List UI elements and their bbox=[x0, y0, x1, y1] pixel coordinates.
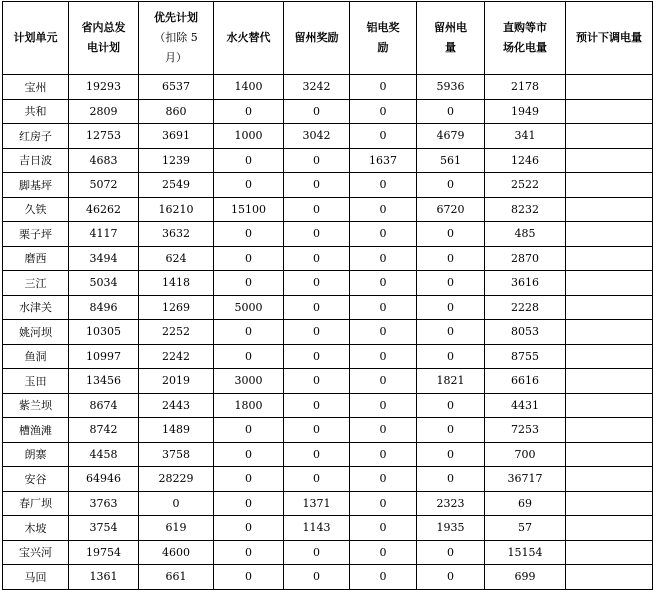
table-cell-priority: 2443 bbox=[139, 393, 214, 418]
table-cell-liuzhou_power: 0 bbox=[417, 222, 485, 247]
column-header-direct_market bbox=[485, 2, 566, 75]
table-cell-direct_market: 699 bbox=[485, 565, 566, 590]
table-cell-aluminum_reward: 0 bbox=[350, 467, 417, 492]
table-cell-hydro_thermal: 0 bbox=[214, 467, 284, 492]
table-cell-total: 4683 bbox=[69, 148, 139, 173]
table-cell-unit: 脚基坪 bbox=[3, 173, 69, 198]
table-cell-liuzhou_reward: 0 bbox=[284, 467, 350, 492]
table-cell-liuzhou_power: 0 bbox=[417, 467, 485, 492]
table-row bbox=[3, 418, 653, 443]
table-cell-aluminum_reward: 0 bbox=[350, 442, 417, 467]
table-cell-direct_market: 69 bbox=[485, 491, 566, 516]
table-cell-unit: 安谷 bbox=[3, 467, 69, 492]
table-cell-aluminum_reward: 0 bbox=[350, 565, 417, 590]
table-row bbox=[3, 222, 653, 247]
column-header-priority bbox=[139, 2, 214, 75]
table-cell-priority: 661 bbox=[139, 565, 214, 590]
table-cell-priority: 6537 bbox=[139, 75, 214, 100]
table-cell-total: 5072 bbox=[69, 173, 139, 198]
table-cell-unit: 紫兰坝 bbox=[3, 393, 69, 418]
table-cell-total: 8674 bbox=[69, 393, 139, 418]
table-cell-unit: 共和 bbox=[3, 99, 69, 124]
table-cell-expected_reduction bbox=[566, 271, 653, 296]
table-cell-direct_market: 8755 bbox=[485, 344, 566, 369]
table-cell-hydro_thermal: 0 bbox=[214, 344, 284, 369]
column-header-line: 直购等市 bbox=[503, 21, 547, 34]
table-cell-direct_market: 485 bbox=[485, 222, 566, 247]
table-row bbox=[3, 246, 653, 271]
table-cell-total: 3754 bbox=[69, 516, 139, 541]
table-cell-priority: 2549 bbox=[139, 173, 214, 198]
table-cell-total: 5034 bbox=[69, 271, 139, 296]
table-cell-expected_reduction bbox=[566, 295, 653, 320]
table-cell-expected_reduction bbox=[566, 222, 653, 247]
column-header-line: （扣除 5 bbox=[154, 31, 198, 44]
table-cell-total: 3494 bbox=[69, 246, 139, 271]
table-cell-liuzhou_power: 0 bbox=[417, 442, 485, 467]
column-header-line: 优先计划 bbox=[154, 11, 198, 24]
table-cell-unit: 槽渔滩 bbox=[3, 418, 69, 443]
table-cell-direct_market: 2870 bbox=[485, 246, 566, 271]
table-cell-hydro_thermal: 0 bbox=[214, 173, 284, 198]
table-cell-priority: 2252 bbox=[139, 320, 214, 345]
table-row bbox=[3, 148, 653, 173]
table-cell-liuzhou_reward: 0 bbox=[284, 99, 350, 124]
table-cell-direct_market: 700 bbox=[485, 442, 566, 467]
table-cell-aluminum_reward: 0 bbox=[350, 320, 417, 345]
table-row bbox=[3, 344, 653, 369]
table-cell-liuzhou_reward: 0 bbox=[284, 344, 350, 369]
table-cell-hydro_thermal: 0 bbox=[214, 148, 284, 173]
column-header-line: 量 bbox=[445, 41, 456, 54]
table-cell-liuzhou_power: 0 bbox=[417, 418, 485, 443]
table-cell-expected_reduction bbox=[566, 540, 653, 565]
table-cell-liuzhou_reward: 1371 bbox=[284, 491, 350, 516]
table-cell-total: 2809 bbox=[69, 99, 139, 124]
column-header-expected_reduction bbox=[566, 2, 653, 75]
table-cell-hydro_thermal: 0 bbox=[214, 565, 284, 590]
table-cell-liuzhou_power: 1935 bbox=[417, 516, 485, 541]
table-cell-liuzhou_reward: 0 bbox=[284, 565, 350, 590]
table-cell-total: 13456 bbox=[69, 369, 139, 394]
table-cell-total: 3763 bbox=[69, 491, 139, 516]
table-cell-priority: 619 bbox=[139, 516, 214, 541]
table-cell-aluminum_reward: 0 bbox=[350, 418, 417, 443]
table-cell-expected_reduction bbox=[566, 516, 653, 541]
table-cell-aluminum_reward: 0 bbox=[350, 173, 417, 198]
table-cell-unit: 玉田 bbox=[3, 369, 69, 394]
column-header-line: 留州奖励 bbox=[294, 31, 339, 44]
table-row bbox=[3, 271, 653, 296]
table-cell-liuzhou_reward: 1143 bbox=[284, 516, 350, 541]
table-cell-priority: 1269 bbox=[139, 295, 214, 320]
table-cell-liuzhou_reward: 0 bbox=[284, 320, 350, 345]
table-cell-expected_reduction bbox=[566, 442, 653, 467]
table-cell-priority: 28229 bbox=[139, 467, 214, 492]
column-header-line: 励 bbox=[377, 41, 389, 54]
header-row bbox=[3, 2, 653, 75]
table-cell-liuzhou_power: 6720 bbox=[417, 197, 485, 222]
table-cell-aluminum_reward: 0 bbox=[350, 393, 417, 418]
table-cell-aluminum_reward: 0 bbox=[350, 222, 417, 247]
table-row bbox=[3, 369, 653, 394]
table-cell-hydro_thermal: 1000 bbox=[214, 124, 284, 149]
table-cell-aluminum_reward: 0 bbox=[350, 540, 417, 565]
table-header bbox=[3, 2, 653, 75]
table-cell-priority: 3758 bbox=[139, 442, 214, 467]
column-header-line: 铝电奖 bbox=[366, 21, 400, 34]
table-cell-aluminum_reward: 0 bbox=[350, 491, 417, 516]
table-row bbox=[3, 99, 653, 124]
table-cell-priority: 3632 bbox=[139, 222, 214, 247]
table-cell-liuzhou_reward: 3242 bbox=[284, 75, 350, 100]
table-row bbox=[3, 540, 653, 565]
column-header-liuzhou_reward bbox=[284, 2, 350, 75]
table-cell-aluminum_reward: 0 bbox=[350, 75, 417, 100]
table-cell-total: 19754 bbox=[69, 540, 139, 565]
table-row bbox=[3, 565, 653, 590]
table-cell-liuzhou_power: 0 bbox=[417, 271, 485, 296]
table-cell-total: 64946 bbox=[69, 467, 139, 492]
table-cell-direct_market: 6616 bbox=[485, 369, 566, 394]
table-cell-hydro_thermal: 0 bbox=[214, 222, 284, 247]
table-cell-liuzhou_reward: 0 bbox=[284, 197, 350, 222]
table-cell-liuzhou_reward: 0 bbox=[284, 295, 350, 320]
table-cell-liuzhou_reward: 3042 bbox=[284, 124, 350, 149]
table-cell-liuzhou_power: 0 bbox=[417, 295, 485, 320]
table-cell-hydro_thermal: 0 bbox=[214, 540, 284, 565]
table-cell-total: 4117 bbox=[69, 222, 139, 247]
table-cell-aluminum_reward: 0 bbox=[350, 344, 417, 369]
table-cell-total: 12753 bbox=[69, 124, 139, 149]
table-row bbox=[3, 75, 653, 100]
table-cell-liuzhou_power: 0 bbox=[417, 173, 485, 198]
table-cell-hydro_thermal: 0 bbox=[214, 418, 284, 443]
table-cell-direct_market: 3616 bbox=[485, 271, 566, 296]
table-cell-direct_market: 36717 bbox=[485, 467, 566, 492]
column-header-line: 省内总发 bbox=[81, 21, 126, 34]
column-header-hydro_thermal bbox=[214, 2, 284, 75]
table-cell-liuzhou_power: 561 bbox=[417, 148, 485, 173]
table-cell-hydro_thermal: 0 bbox=[214, 320, 284, 345]
table-cell-hydro_thermal: 0 bbox=[214, 442, 284, 467]
table-cell-direct_market: 4431 bbox=[485, 393, 566, 418]
table-cell-liuzhou_power: 4679 bbox=[417, 124, 485, 149]
column-header-line: 月） bbox=[165, 51, 187, 64]
table-cell-liuzhou_power: 5936 bbox=[417, 75, 485, 100]
table-cell-hydro_thermal: 0 bbox=[214, 246, 284, 271]
table-cell-priority: 4600 bbox=[139, 540, 214, 565]
table-cell-liuzhou_reward: 0 bbox=[284, 271, 350, 296]
table-cell-expected_reduction bbox=[566, 491, 653, 516]
table-cell-hydro_thermal: 5000 bbox=[214, 295, 284, 320]
table-row bbox=[3, 516, 653, 541]
column-header-line: 计划单元 bbox=[13, 31, 58, 44]
table-cell-total: 46262 bbox=[69, 197, 139, 222]
table-cell-aluminum_reward: 0 bbox=[350, 271, 417, 296]
table-cell-aluminum_reward: 0 bbox=[350, 246, 417, 271]
table-cell-liuzhou_power: 0 bbox=[417, 540, 485, 565]
column-header-line: 留州电 bbox=[434, 21, 467, 34]
table-cell-liuzhou_reward: 0 bbox=[284, 540, 350, 565]
table-cell-direct_market: 2228 bbox=[485, 295, 566, 320]
table-cell-total: 8742 bbox=[69, 418, 139, 443]
table-cell-aluminum_reward: 0 bbox=[350, 197, 417, 222]
table-cell-direct_market: 15154 bbox=[485, 540, 566, 565]
table-cell-expected_reduction bbox=[566, 99, 653, 124]
table-cell-unit: 红房子 bbox=[3, 124, 69, 149]
table-cell-expected_reduction bbox=[566, 124, 653, 149]
table-cell-unit: 春厂坝 bbox=[3, 491, 69, 516]
table-cell-unit: 姚河坝 bbox=[3, 320, 69, 345]
table-cell-total: 8496 bbox=[69, 295, 139, 320]
table-cell-hydro_thermal: 0 bbox=[214, 516, 284, 541]
table-cell-liuzhou_power: 2323 bbox=[417, 491, 485, 516]
table-cell-priority: 16210 bbox=[139, 197, 214, 222]
table-cell-unit: 磨西 bbox=[3, 246, 69, 271]
table-body bbox=[3, 75, 653, 590]
table-cell-aluminum_reward: 0 bbox=[350, 99, 417, 124]
table-cell-liuzhou_power: 0 bbox=[417, 344, 485, 369]
table-cell-liuzhou_power: 0 bbox=[417, 99, 485, 124]
table-cell-aluminum_reward: 0 bbox=[350, 516, 417, 541]
table-row bbox=[3, 197, 653, 222]
table-cell-unit: 宝州 bbox=[3, 75, 69, 100]
table-row bbox=[3, 320, 653, 345]
table-cell-direct_market: 8232 bbox=[485, 197, 566, 222]
table-cell-direct_market: 2178 bbox=[485, 75, 566, 100]
table-cell-priority: 1418 bbox=[139, 271, 214, 296]
table-cell-hydro_thermal: 3000 bbox=[214, 369, 284, 394]
table-cell-hydro_thermal: 0 bbox=[214, 99, 284, 124]
table-cell-unit: 三江 bbox=[3, 271, 69, 296]
table-cell-liuzhou_reward: 0 bbox=[284, 246, 350, 271]
table-cell-unit: 木坡 bbox=[3, 516, 69, 541]
table-cell-unit: 马回 bbox=[3, 565, 69, 590]
table-cell-unit: 栗子坪 bbox=[3, 222, 69, 247]
table-cell-expected_reduction bbox=[566, 148, 653, 173]
table-cell-unit: 水津关 bbox=[3, 295, 69, 320]
table-cell-unit: 宝兴河 bbox=[3, 540, 69, 565]
table-cell-aluminum_reward: 0 bbox=[350, 295, 417, 320]
table-cell-priority: 2242 bbox=[139, 344, 214, 369]
table-cell-expected_reduction bbox=[566, 197, 653, 222]
table-row bbox=[3, 173, 653, 198]
table-cell-priority: 624 bbox=[139, 246, 214, 271]
table-cell-expected_reduction bbox=[566, 173, 653, 198]
column-header-liuzhou_power bbox=[417, 2, 485, 75]
table-cell-priority: 1489 bbox=[139, 418, 214, 443]
table-cell-priority: 2019 bbox=[139, 369, 214, 394]
table-row bbox=[3, 442, 653, 467]
table-cell-liuzhou_reward: 0 bbox=[284, 442, 350, 467]
table-cell-priority: 860 bbox=[139, 99, 214, 124]
table-cell-expected_reduction bbox=[566, 418, 653, 443]
table-cell-priority: 0 bbox=[139, 491, 214, 516]
table-cell-direct_market: 2522 bbox=[485, 173, 566, 198]
column-header-line: 场化电量 bbox=[503, 41, 547, 54]
table-cell-liuzhou_reward: 0 bbox=[284, 173, 350, 198]
column-header-aluminum_reward bbox=[350, 2, 417, 75]
table-cell-hydro_thermal: 1400 bbox=[214, 75, 284, 100]
table-cell-total: 1361 bbox=[69, 565, 139, 590]
table-cell-unit: 朗寨 bbox=[3, 442, 69, 467]
power-plan-table bbox=[2, 1, 653, 590]
table-cell-expected_reduction bbox=[566, 344, 653, 369]
table-cell-liuzhou_power: 0 bbox=[417, 246, 485, 271]
table-cell-liuzhou_power: 0 bbox=[417, 320, 485, 345]
table-cell-direct_market: 341 bbox=[485, 124, 566, 149]
table-cell-hydro_thermal: 1800 bbox=[214, 393, 284, 418]
column-header-unit bbox=[3, 2, 69, 75]
table-cell-unit: 鱼洞 bbox=[3, 344, 69, 369]
table-cell-liuzhou_power: 0 bbox=[417, 393, 485, 418]
table-cell-expected_reduction bbox=[566, 320, 653, 345]
table-cell-liuzhou_reward: 0 bbox=[284, 393, 350, 418]
table-cell-expected_reduction bbox=[566, 565, 653, 590]
column-header-line: 电计划 bbox=[87, 41, 120, 54]
table-cell-liuzhou_reward: 0 bbox=[284, 369, 350, 394]
table-cell-expected_reduction bbox=[566, 75, 653, 100]
table-cell-direct_market: 1246 bbox=[485, 148, 566, 173]
column-header-line: 预计下调电量 bbox=[576, 31, 642, 44]
table-cell-liuzhou_power: 1821 bbox=[417, 369, 485, 394]
table-cell-liuzhou_reward: 0 bbox=[284, 222, 350, 247]
table-cell-direct_market: 8053 bbox=[485, 320, 566, 345]
table-cell-hydro_thermal: 0 bbox=[214, 271, 284, 296]
table-cell-direct_market: 57 bbox=[485, 516, 566, 541]
table-cell-priority: 1239 bbox=[139, 148, 214, 173]
table-cell-direct_market: 1949 bbox=[485, 99, 566, 124]
table-cell-total: 10305 bbox=[69, 320, 139, 345]
table-cell-liuzhou_reward: 0 bbox=[284, 418, 350, 443]
table-cell-hydro_thermal: 0 bbox=[214, 491, 284, 516]
table-row bbox=[3, 491, 653, 516]
table-cell-unit: 久铁 bbox=[3, 197, 69, 222]
table-cell-aluminum_reward: 0 bbox=[350, 369, 417, 394]
table-cell-expected_reduction bbox=[566, 369, 653, 394]
table-cell-aluminum_reward: 0 bbox=[350, 124, 417, 149]
column-header-total bbox=[69, 2, 139, 75]
table-cell-expected_reduction bbox=[566, 467, 653, 492]
table-row bbox=[3, 124, 653, 149]
table-cell-expected_reduction bbox=[566, 246, 653, 271]
table-cell-direct_market: 7253 bbox=[485, 418, 566, 443]
table-cell-hydro_thermal: 15100 bbox=[214, 197, 284, 222]
column-header-line: 水火替代 bbox=[226, 31, 271, 44]
table-row bbox=[3, 295, 653, 320]
table-cell-unit: 吉日波 bbox=[3, 148, 69, 173]
table-cell-total: 19293 bbox=[69, 75, 139, 100]
table-cell-liuzhou_reward: 0 bbox=[284, 148, 350, 173]
table-cell-liuzhou_power: 0 bbox=[417, 565, 485, 590]
table-cell-total: 10997 bbox=[69, 344, 139, 369]
table-cell-priority: 3691 bbox=[139, 124, 214, 149]
table-cell-expected_reduction bbox=[566, 393, 653, 418]
table-row bbox=[3, 467, 653, 492]
table-cell-total: 4458 bbox=[69, 442, 139, 467]
table-row bbox=[3, 393, 653, 418]
table-cell-aluminum_reward: 1637 bbox=[350, 148, 417, 173]
